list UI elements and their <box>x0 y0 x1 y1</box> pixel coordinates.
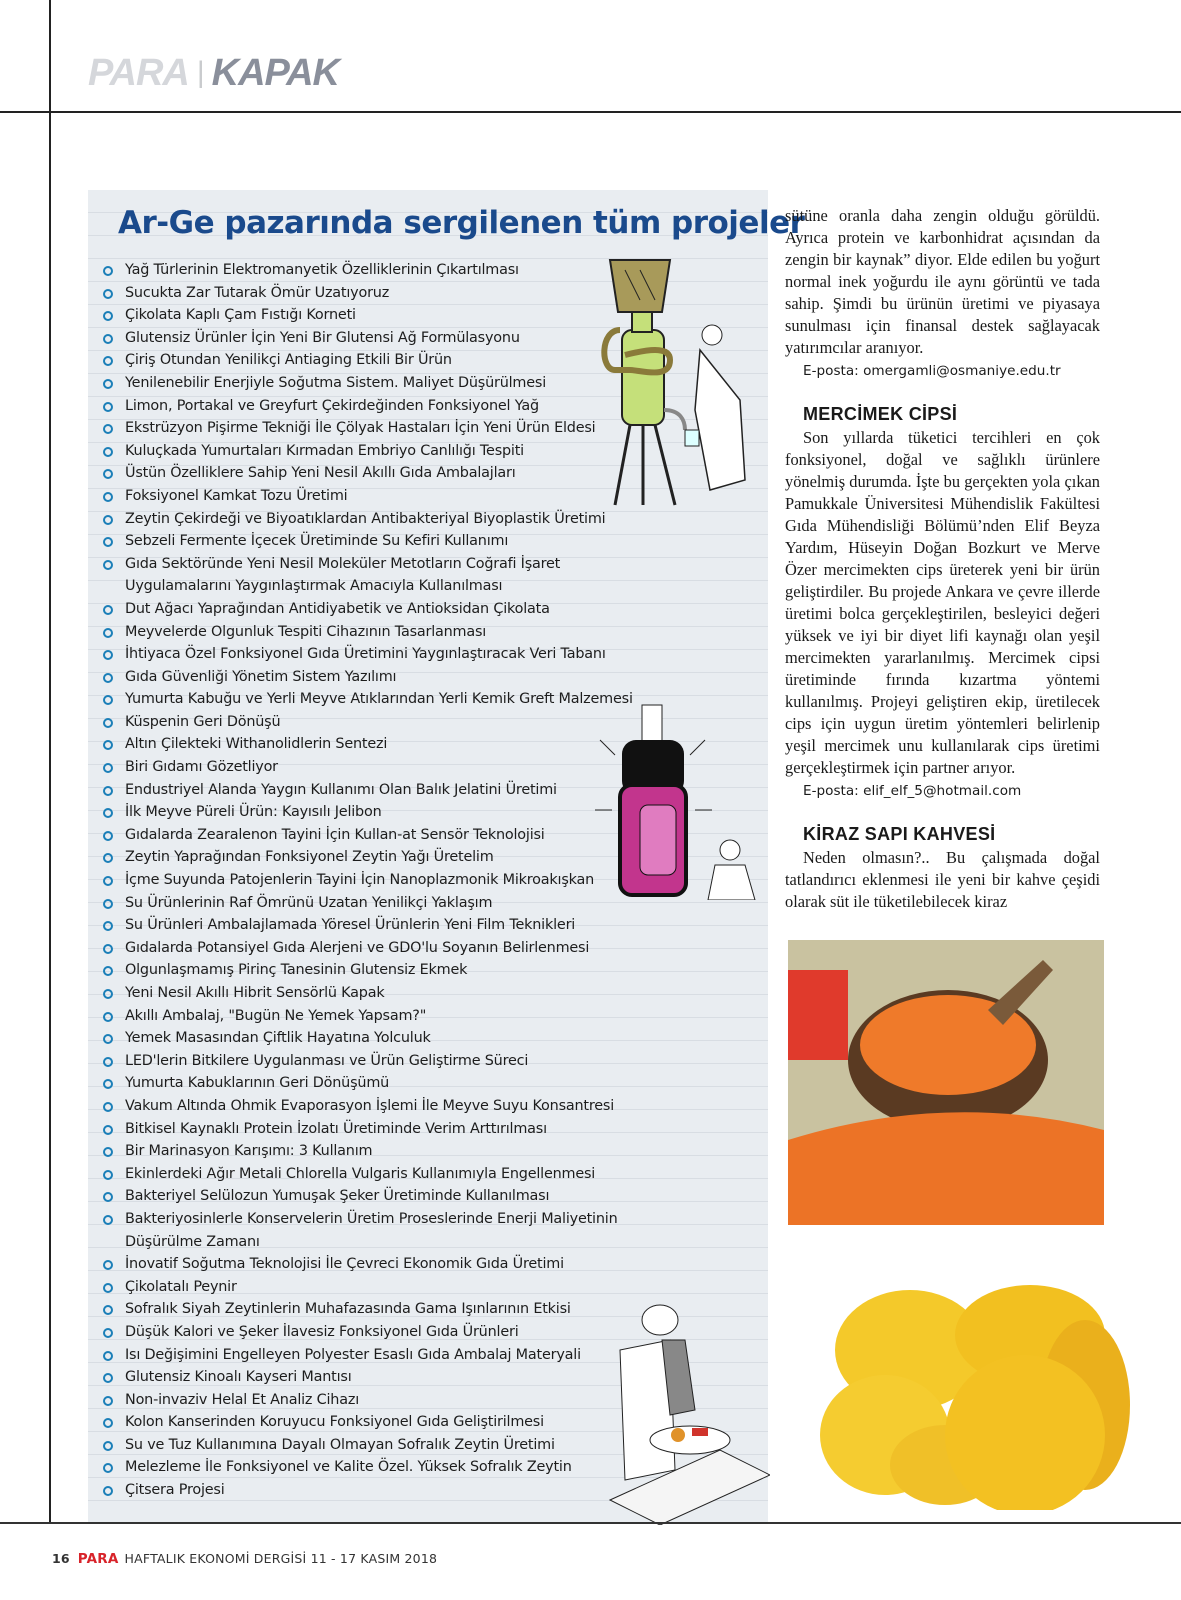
bullet-circle-icon <box>103 356 113 366</box>
project-list-item <box>103 440 663 463</box>
project-list-item <box>103 327 663 350</box>
project-list-item <box>103 1344 663 1367</box>
chip <box>945 1355 1105 1510</box>
section-heading-mercimek: MERCİMEK CİPSİ <box>803 404 958 424</box>
bullet-circle-icon <box>103 1215 113 1225</box>
spout <box>664 410 685 430</box>
burst-line <box>690 740 705 755</box>
project-title: Su Ürünleri Ambalajlamada Yöresel Ürünlerin Yeni Film Teknikleri <box>125 917 576 934</box>
project-list-item <box>103 959 663 982</box>
bullet-circle-icon <box>103 808 113 818</box>
tripod-leg <box>615 425 630 505</box>
project-title: Yumurta Kabuklarının Geri Dönüşümü <box>125 1075 390 1092</box>
section-separator: | <box>196 56 204 89</box>
bullet-circle-icon <box>103 740 113 750</box>
spilled-lentils <box>788 1112 1104 1225</box>
bullet-circle-icon <box>103 695 113 705</box>
project-list-item <box>103 485 663 508</box>
project-list <box>103 259 663 1502</box>
bullet-circle-icon <box>103 1170 113 1180</box>
project-title: Bakteriyel Selülozun Yumuşak Şeker Üretiminde Kullanılması <box>125 1188 550 1205</box>
project-title: Küspenin Geri Dönüşü <box>125 713 281 730</box>
project-list-item <box>103 598 663 621</box>
header-rule <box>0 111 1181 113</box>
bullet-circle-icon <box>103 966 113 976</box>
bullet-circle-icon <box>103 1305 113 1315</box>
project-list-item <box>103 779 663 802</box>
page-number: 16 <box>52 1551 70 1566</box>
project-list-item <box>103 801 663 824</box>
project-title: Gıdalarda Zearalenon Tayini İçin Kullan-at Sensör Teknolojisi <box>125 826 545 843</box>
project-list-item <box>103 621 663 644</box>
footer-brand: PARA <box>77 1551 119 1567</box>
bullet-circle-icon <box>103 1418 113 1428</box>
project-list-item <box>103 1366 663 1389</box>
project-title: Zeytin Çekirdeği ve Biyoatıklardan Antibakteriyal Biyoplastik Üretimi <box>125 510 606 527</box>
bullet-circle-icon <box>103 853 113 863</box>
bullet-circle-icon <box>103 1012 113 1022</box>
project-list-item <box>103 530 663 553</box>
project-list-item <box>103 1050 663 1073</box>
project-list-item <box>103 1185 663 1208</box>
intro-paragraph: sütüne oranla daha zengin olduğu görüldü. Ayrıca protein ve karbonhidrat açısından da zengin bir kaynak” diyor. Elde edilen bu yoğurt normal inek yoğurdu ile aynı görüntü ve tada sahip. Şimdi bu ürünün üretimi ve piyasaya sunulması için finansal destek sağlayacak yatırımcılar aranıyor. <box>785 206 1100 357</box>
project-title: Biri Gıdamı Gözetliyor <box>125 759 278 776</box>
bullet-circle-icon <box>103 921 113 931</box>
intro-email[interactable]: E-posta: omergamli@osmaniye.edu.tr <box>803 363 1061 379</box>
bullet-circle-icon <box>103 379 113 389</box>
project-list-item <box>103 1095 663 1118</box>
project-title: Foksiyonel Kamkat Tozu Üretimi <box>125 487 348 504</box>
project-list-item <box>103 1321 663 1344</box>
project-title: Düşük Kalori ve Şeker İlavesiz Fonksiyonel Gıda Ürünleri <box>125 1323 519 1340</box>
page-footer <box>52 1551 437 1567</box>
project-title: Su ve Tuz Kullanımına Dayalı Olmayan Sofralık Zeytin Üretimi <box>125 1436 555 1453</box>
projects-box-title: Ar-Ge pazarında sergilenen tüm projeler <box>118 205 805 241</box>
project-list-item <box>103 1163 663 1186</box>
project-list-item <box>103 1298 663 1321</box>
project-title: Gıda Sektöründe Yeni Nesil Moleküler Metotların Coğrafi İşaret <box>125 555 561 572</box>
project-list-item <box>103 1208 663 1253</box>
bullet-circle-icon <box>103 899 113 909</box>
project-title: Yemek Masasından Çiftlik Hayatına Yolculuk <box>125 1030 431 1047</box>
bullet-circle-icon <box>103 1396 113 1406</box>
project-list-item <box>103 462 663 485</box>
chips-photo <box>800 1265 1140 1510</box>
project-list-item <box>103 349 663 372</box>
project-list-item <box>103 869 663 892</box>
project-list-item <box>103 372 663 395</box>
project-title: Ekinlerdeki Ağır Metali Chlorella Vulgaris Kullanımıyla Engellenmesi <box>125 1165 596 1182</box>
project-list-item <box>103 733 663 756</box>
bullet-circle-icon <box>103 1034 113 1044</box>
bullet-circle-icon <box>103 944 113 954</box>
project-list-item <box>103 508 663 531</box>
project-list-item <box>103 1479 663 1502</box>
section-label <box>88 52 339 95</box>
project-list-item <box>103 688 663 711</box>
package-red <box>788 970 848 1060</box>
bullet-circle-icon <box>103 605 113 615</box>
section-body-mercimek: Son yıllarda tüketici tercihleri en çok fonksiyonel, doğal ve sağlıklı ürünlere yönelmiş durumda. İşte bu gerçekten yola çıkan Pamukkale Üniversitesi Mühendislik Fakültesi Gıda Mühendisliği Bölümü’nden Elif Beyza Yardım, Hüseyin Doğan Bozkurt ve Merve Özer mercimekten cips üreterek yeni bir ürün geliştirdiler. Bu projede Ankara ve çevre illerde üretimi bolca gerçekleştirilen, besleyici değeri yüksek ve iyi bir diyet lifi kaynağı olan yeşil mercimekten yararlanılmış. Mercimek cipsi üretiminde fırında kızartma yöntemi kullanılmış. Projeyi geliştiren ekip, üretilecek cips için uygun üretim yöntemleri belirlenip yeşil mercimek unu kullanılarak cips üretimi gerçekleştirmek için partner arıyor. <box>785 428 1100 777</box>
project-title: Ekstrüzyon Pişirme Tekniği İle Çölyak Hastaları İçin Yeni Ürün Eldesi <box>125 420 596 437</box>
project-title: Sebzeli Fermente İçecek Üretiminde Su Kefiri Kullanımı <box>125 533 509 550</box>
project-list-item <box>103 1005 663 1028</box>
device-window <box>640 805 676 875</box>
project-title: İnovatif Soğutma Teknolojisi İle Çevreci Ekonomik Gıda Üretimi <box>125 1256 564 1273</box>
project-list-item <box>103 756 663 779</box>
food-orange <box>671 1428 685 1442</box>
bullet-circle-icon <box>103 424 113 434</box>
section-email-mercimek[interactable]: E-posta: elif_elf_5@hotmail.com <box>803 783 1022 799</box>
project-title: Üstün Özelliklere Sahip Yeni Nesil Akıllı Gıda Ambalajları <box>125 465 516 482</box>
bullet-circle-icon <box>103 628 113 638</box>
project-list-item <box>103 1118 663 1141</box>
scientist-coat <box>708 865 755 900</box>
project-list-item <box>103 937 663 960</box>
bullet-circle-icon <box>103 1486 113 1496</box>
brand-label: PARA <box>88 52 189 94</box>
project-title: Melezleme İle Fonksiyonel ve Kalite Özel. Yüksek Sofralık Zeytin <box>125 1459 572 1476</box>
project-list-item <box>103 304 663 327</box>
bullet-circle-icon <box>103 469 113 479</box>
bullet-circle-icon <box>103 289 113 299</box>
project-list-item <box>103 1389 663 1412</box>
project-title: Kuluçkada Yumurtaları Kırmadan Embriyo Canlılığı Tespiti <box>125 442 524 459</box>
left-margin-rule <box>49 0 51 1523</box>
project-title: Çikolata Kaplı Çam Fıstığı Korneti <box>125 307 356 324</box>
bullet-circle-icon <box>103 1079 113 1089</box>
bullet-circle-icon <box>103 492 113 502</box>
project-title: Yağ Türlerinin Elektromanyetik Özelliklerinin Çıkartılması <box>125 262 519 278</box>
bullet-circle-icon <box>103 402 113 412</box>
project-title: Gıda Güvenliği Yönetim Sistem Yazılımı <box>125 668 397 685</box>
hopper-shape <box>610 260 670 312</box>
project-title: İçme Suyunda Patojenlerin Tayini İçin Nanoplazmonik Mikroakışkan <box>125 872 595 889</box>
project-list-item <box>103 1072 663 1095</box>
project-title: Limon, Portakal ve Greyfurt Çekirdeğinden Fonksiyonel Yağ <box>125 397 539 414</box>
bullet-circle-icon <box>103 650 113 660</box>
project-title: Endustriyel Alanda Yaygın Kullanımı Olan Balık Jelatini Üretimi <box>125 781 557 798</box>
project-title: Vakum Altında Ohmik Evaporasyon İşlemi İle Meyve Suyu Konsantresi <box>125 1097 614 1114</box>
project-list-item <box>103 892 663 915</box>
machine-body <box>622 330 664 425</box>
lentils-photo <box>788 940 1104 1225</box>
project-title: İhtiyaca Özel Fonksiyonel Gıda Üretimini Yaygınlaştıracak Veri Tabanı <box>125 646 606 663</box>
publication-info: HAFTALIK EKONOMİ DERGİSİ 11 - 17 KASIM 2018 <box>124 1551 438 1566</box>
device-top <box>642 705 662 745</box>
bullet-circle-icon <box>103 1260 113 1270</box>
project-title: Akıllı Ambalaj, "Bugün Ne Yemek Yapsam?" <box>125 1007 427 1024</box>
bullet-circle-icon <box>103 876 113 886</box>
scientist-head <box>720 840 740 860</box>
project-title-continued: Düşürülme Zamanı <box>125 1233 260 1250</box>
project-title: Bir Marinasyon Karışımı: 3 Kullanım <box>125 1143 373 1160</box>
machine-neck <box>632 312 652 332</box>
project-title: Non-invaziv Helal Et Analiz Cihazı <box>125 1391 359 1408</box>
bullet-circle-icon <box>103 334 113 344</box>
project-title: Altın Çilekteki Withanolidlerin Sentezi <box>125 736 388 753</box>
project-list-item <box>103 1253 663 1276</box>
bullet-circle-icon <box>103 989 113 999</box>
project-list-item <box>103 914 663 937</box>
project-title: Glutensiz Ürünler İçin Yeni Bir Glutensi Ağ Formülasyonu <box>125 329 520 346</box>
project-title: İlk Meyve Püreli Ürün: Kayısılı Jelibon <box>125 804 382 821</box>
project-title: Yenilenebilir Enerjiyle Soğutma Sistem. Maliyet Düşürülmesi <box>125 374 547 391</box>
bullet-circle-icon <box>103 1147 113 1157</box>
project-title: Bitkisel Kaynaklı Protein İzolatı Üretiminde Verim Arttırılması <box>125 1120 547 1137</box>
bullet-circle-icon <box>103 1373 113 1383</box>
bullet-circle-icon <box>103 831 113 841</box>
project-title: Bakteriyosinlerle Konservelerin Üretim Proseslerinde Enerji Maliyetinin <box>125 1210 618 1227</box>
project-list-item <box>103 282 663 305</box>
bullet-circle-icon <box>103 447 113 457</box>
project-title: Çikolatalı Peynir <box>125 1278 237 1295</box>
project-title: LED'lerin Bitkilere Uygulanması ve Ürün Geliştirme Süreci <box>125 1052 529 1069</box>
bullet-circle-icon <box>103 560 113 570</box>
project-title-continued: Uygulamalarını Yaygınlaştırmak Amacıyla Kullanılması <box>125 578 503 595</box>
project-list-item <box>103 1276 663 1299</box>
project-title: Meyvelerde Olgunluk Tespiti Cihazının Tasarlanması <box>125 623 487 640</box>
project-title: Su Ürünlerinin Raf Ömrünü Uzatan Yenilikçi Yaklaşım <box>125 894 493 911</box>
project-list-item <box>103 1140 663 1163</box>
bullet-circle-icon <box>103 266 113 276</box>
project-list-item <box>103 1456 663 1479</box>
bullet-circle-icon <box>103 537 113 547</box>
project-list-item <box>103 1027 663 1050</box>
bullet-circle-icon <box>103 1283 113 1293</box>
bullet-circle-icon <box>103 311 113 321</box>
project-title: Dut Ağacı Yaprağından Antidiyabetik ve Antioksidan Çikolata <box>125 600 550 617</box>
project-list-item <box>103 395 663 418</box>
project-title: Çiriş Otundan Yenilikçi Antiaging Etkili Bir Ürün <box>125 352 452 369</box>
project-title: Yumurta Kabuğu ve Yerli Meyve Atıklarından Yerli Kemik Greft Malzemesi <box>125 691 633 708</box>
project-list-item <box>103 666 663 689</box>
tripod-leg <box>655 425 675 505</box>
project-list-item <box>103 417 663 440</box>
project-title: Olgunlaşmamış Pirinç Tanesinin Glutensiz Ekmek <box>125 962 468 979</box>
diner-microscope-illustration <box>600 1300 770 1525</box>
bullet-circle-icon <box>103 1102 113 1112</box>
scientist-coat <box>695 350 745 490</box>
project-list-item <box>103 846 663 869</box>
food-red <box>692 1428 708 1436</box>
burst-line <box>600 740 615 755</box>
project-list-item <box>103 711 663 734</box>
article-column <box>785 205 1100 913</box>
project-title: Çitsera Projesi <box>125 1482 225 1499</box>
project-list-item <box>103 259 663 282</box>
bullet-circle-icon <box>103 1057 113 1067</box>
bullet-circle-icon <box>103 1463 113 1473</box>
bullet-circle-icon <box>103 718 113 728</box>
project-list-item <box>103 824 663 847</box>
bullet-circle-icon <box>103 1192 113 1202</box>
scientist-head <box>702 325 722 345</box>
bullet-circle-icon <box>103 763 113 773</box>
project-title: Zeytin Yaprağından Fonksiyonel Zeytin Yağı Üretelim <box>125 849 494 866</box>
project-list-item <box>103 982 663 1005</box>
bullet-circle-icon <box>103 1441 113 1451</box>
project-title: Yeni Nesil Akıllı Hibrit Sensörlü Kapak <box>125 985 385 1001</box>
project-title: Isı Değişimini Engelleyen Polyester Esaslı Gıda Ambalaj Materyali <box>125 1346 581 1363</box>
project-title: Gıdalarda Potansiyel Gıda Alerjeni ve GDO'lu Soyanın Belirlenmesi <box>125 939 590 956</box>
bullet-circle-icon <box>103 515 113 525</box>
project-title: Glutensiz Kinoalı Kayseri Mantısı <box>125 1369 352 1386</box>
section-body-kiraz: Neden olmasın?.. Bu çalışmada doğal tatlandırıcı eklenmesi ile yeni bir kahve çeşidi olarak süt ile tüketilebilecek kiraz <box>785 848 1100 911</box>
plate <box>650 1426 730 1454</box>
section-name: KAPAK <box>211 52 339 94</box>
bullet-circle-icon <box>103 673 113 683</box>
project-list-item <box>103 1434 663 1457</box>
device-scientist-illustration <box>590 700 760 900</box>
machine-scientist-illustration <box>600 250 770 510</box>
project-title: Sucukta Zar Tutarak Ömür Uzatıyoruz <box>125 284 390 301</box>
glass <box>685 430 699 446</box>
section-heading-kiraz: KİRAZ SAPI KAHVESİ <box>803 824 996 844</box>
bullet-circle-icon <box>103 1351 113 1361</box>
project-list-item <box>103 553 663 598</box>
project-list-item <box>103 643 663 666</box>
bullet-circle-icon <box>103 1125 113 1135</box>
footer-rule <box>0 1522 1181 1524</box>
bullet-circle-icon <box>103 1328 113 1338</box>
project-list-item <box>103 1411 663 1434</box>
project-title: Kolon Kanserinden Koruyucu Fonksiyonel Gıda Geliştirilmesi <box>125 1414 544 1431</box>
bullet-circle-icon <box>103 786 113 796</box>
project-title: Sofralık Siyah Zeytinlerin Muhafazasında Gama Işınlarının Etkisi <box>125 1301 571 1318</box>
diner-head <box>642 1305 678 1335</box>
